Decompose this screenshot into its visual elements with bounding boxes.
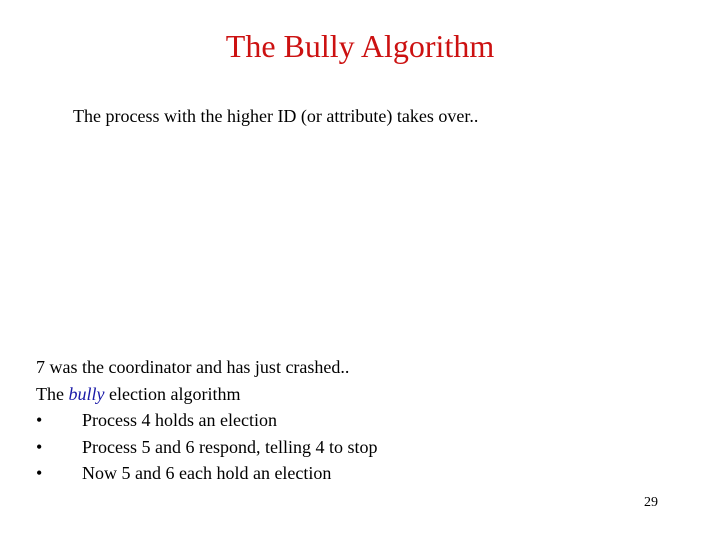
bullet-text: Process 4 holds an election: [82, 410, 277, 430]
bullet-item: [36, 434, 377, 461]
election-line: [36, 381, 377, 408]
bullet-text: Now 5 and 6 each hold an election: [82, 463, 332, 483]
page-number: 29: [644, 495, 658, 510]
intro-line: 7 was the coordinator and has just crashed..: [36, 357, 350, 377]
election-line-after: election algorithm: [104, 383, 241, 404]
slide-subtitle: The process with the higher ID (or attribute) takes over..: [73, 106, 479, 126]
bully-emphasis: bully: [68, 383, 105, 404]
bullet-icon: •: [36, 410, 43, 430]
slide-body: [36, 354, 377, 487]
election-line-before: The: [36, 383, 69, 404]
bullet-icon: •: [36, 463, 43, 483]
bullet-icon: •: [36, 436, 43, 457]
bullet-item: [36, 460, 377, 487]
slide-title: The Bully Algorithm: [225, 28, 495, 64]
bullet-item: [36, 407, 377, 434]
bullet-text: Process 5 and 6 respond, telling 4 to stop: [82, 436, 378, 457]
